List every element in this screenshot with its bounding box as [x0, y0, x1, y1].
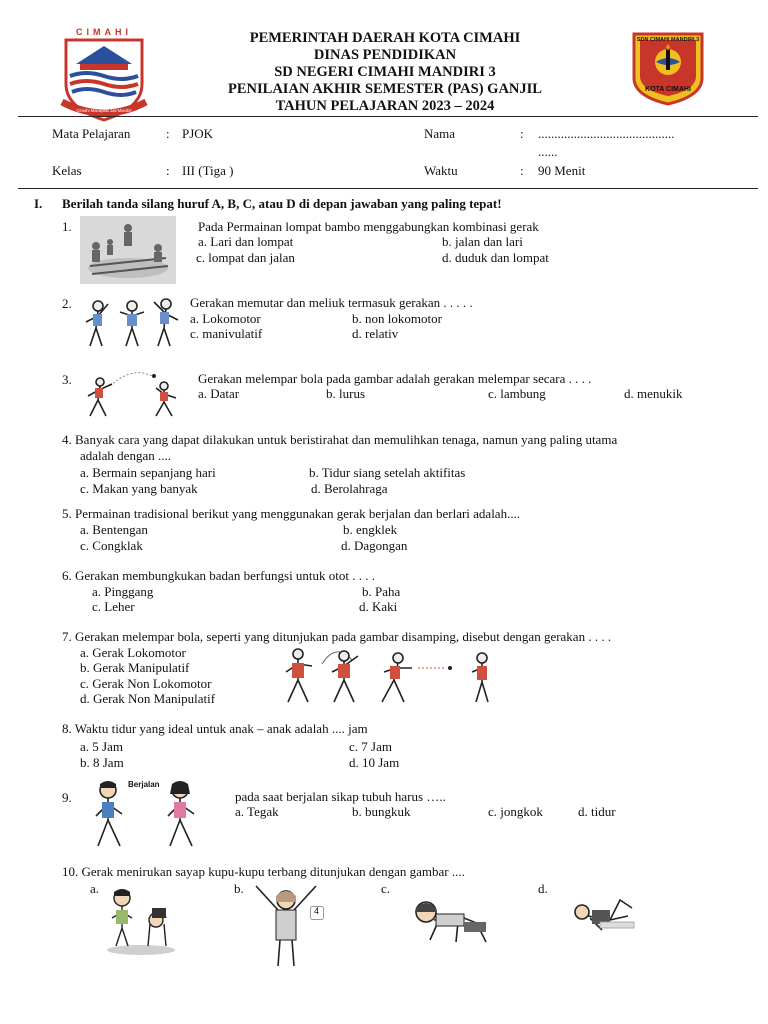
q4-text-continued: adalah dengan .... — [80, 448, 171, 463]
q9-number: 9. — [62, 790, 72, 805]
q9-text: pada saat berjalan sikap tubuh harus ….. — [235, 789, 446, 804]
header-line-school: SD NEGERI CIMAHI MANDIRI 3 — [274, 64, 496, 80]
q8-text: 8. Waktu tidur yang ideal untuk anak – anak adalah .... jam — [62, 721, 368, 736]
q7-option-a[interactable]: a. Gerak Lokomotor — [80, 645, 186, 660]
q10-option-b[interactable]: b. — [234, 881, 244, 896]
q5-option-b[interactable]: b. engklek — [343, 522, 398, 537]
time-value: 90 Menit — [538, 163, 586, 178]
option-b-arms-up-illustration — [248, 880, 328, 968]
q8-option-d[interactable]: d. 10 Jam — [349, 755, 400, 770]
q9-option-d[interactable]: d. tidur — [578, 804, 616, 819]
info-divider — [18, 188, 758, 189]
q6-option-b[interactable]: b. Paha — [362, 584, 401, 599]
q10-text: 10. Gerak menirukan sayap kupu-kupu terbang ditunjukan dengan gambar .... — [62, 864, 465, 879]
svg-text:Cimahi Manapaki Jati Mandiri: Cimahi Manapaki Jati Mandiri — [76, 108, 132, 113]
walking-caption: Berjalan — [128, 780, 160, 789]
subject-colon: : — [166, 126, 170, 141]
q5-text: 5. Permainan tradisional berikut yang menggunakan gerak berjalan dan berlari adalah.... — [62, 506, 521, 521]
q2-option-c[interactable]: c. manivulatif — [190, 326, 263, 341]
q7-text: 7. Gerakan melempar bola, seperti yang ditunjukan pada gambar disamping, disebut dengan gerakan . . . . — [62, 629, 612, 644]
q6-text: 6. Gerakan membungkukan badan berfungsi untuk otot . . . . — [62, 568, 376, 583]
bamboo-jump-illustration — [80, 216, 176, 284]
q4-option-d[interactable]: d. Berolahraga — [311, 481, 388, 496]
q2-text: Gerakan memutar dan meliuk termasuk gerakan . . . . . — [190, 295, 473, 310]
q1-option-a[interactable]: a. Lari dan lompat — [198, 234, 294, 249]
q8-option-a[interactable]: a. 5 Jam — [80, 739, 123, 754]
q7-option-b[interactable]: b. Gerak Manipulatif — [80, 660, 190, 675]
option-c-crawling-illustration — [408, 896, 492, 950]
q10-option-a[interactable]: a. — [90, 881, 100, 896]
name-field[interactable]: .......................................... — [538, 126, 675, 141]
header-line-government: PEMERINTAH DAERAH KOTA CIMAHI — [249, 30, 521, 46]
q2-number: 2. — [62, 296, 72, 311]
cimahi-emblem-logo — [56, 24, 152, 124]
letterhead-title — [150, 30, 620, 115]
q1-option-c[interactable]: c. lompat dan jalan — [196, 250, 295, 265]
q3-text: Gerakan melempar bola pada gambar adalah gerakan melempar secara . . . . — [198, 371, 592, 386]
q8-option-c[interactable]: c. 7 Jam — [349, 739, 392, 754]
q5-option-d[interactable]: d. Dagongan — [341, 538, 408, 553]
school-emblem-logo — [626, 28, 710, 106]
q9-option-a[interactable]: a. Tegak — [235, 804, 279, 819]
q2-option-a[interactable]: a. Lokomotor — [190, 311, 261, 326]
q4-option-b[interactable]: b. Tidur siang setelah aktifitas — [309, 465, 466, 480]
q9-option-b[interactable]: b. bungkuk — [352, 804, 411, 819]
step-badge-number: 4 — [314, 906, 320, 916]
q5-option-a[interactable]: a. Bentengan — [80, 522, 148, 537]
q2-option-b[interactable]: b. non lokomotor — [352, 311, 442, 326]
q1-option-d[interactable]: d. duduk dan lompat — [442, 250, 549, 265]
name-label: Nama — [424, 126, 456, 141]
svg-text:KOTA CIMAHI: KOTA CIMAHI — [645, 86, 691, 93]
option-d-lying-legs-up-illustration — [570, 890, 648, 940]
class-colon: : — [166, 163, 170, 178]
class-value: III (Tiga ) — [182, 163, 234, 178]
time-colon: : — [520, 163, 524, 178]
q4-text: 4. Banyak cara yang dapat dilakukan untuk beristirahat dan memulihkan tenaga, namun yang paling utama — [62, 432, 618, 447]
q10-option-d[interactable]: d. — [538, 881, 548, 896]
section-instruction: Berilah tanda silang huruf A, B, C, atau D di depan jawaban yang paling tepat! — [62, 196, 502, 211]
q2-option-d[interactable]: d. relativ — [352, 326, 399, 341]
throwing-sequence-illustration — [278, 646, 494, 706]
header-line-year: TAHUN PELAJARAN 2023 – 2024 — [275, 98, 495, 114]
q3-option-b[interactable]: b. lurus — [326, 386, 365, 401]
q3-number: 3. — [62, 372, 72, 387]
option-a-bending-kids-illustration — [104, 884, 178, 958]
q3-option-c[interactable]: c. lambung — [488, 386, 546, 401]
subject-value: PJOK — [182, 126, 214, 141]
q6-option-a[interactable]: a. Pinggang — [92, 584, 154, 599]
section-number: I. — [34, 196, 43, 211]
q7-option-d[interactable]: d. Gerak Non Manipulatif — [80, 691, 216, 706]
q5-option-c[interactable]: c. Congklak — [80, 538, 143, 553]
q1-number: 1. — [62, 219, 72, 234]
q1-text: Pada Permainan lompat bambo menggabungkan kombinasi gerak — [198, 219, 539, 234]
header-divider — [18, 116, 758, 117]
q7-option-c[interactable]: c. Gerak Non Lokomotor — [80, 676, 212, 691]
q9-option-c[interactable]: c. jongkok — [488, 804, 543, 819]
name-field-continued[interactable]: ...... — [538, 144, 558, 159]
time-label: Waktu — [424, 163, 458, 178]
q8-option-b[interactable]: b. 8 Jam — [80, 755, 124, 770]
svg-text:CIMAHI: CIMAHI — [76, 27, 132, 37]
subject-label: Mata Pelajaran — [52, 126, 131, 141]
q1-option-b[interactable]: b. jalan dan lari — [442, 234, 523, 249]
walking-children-illustration — [80, 776, 212, 852]
q3-option-a[interactable]: a. Datar — [198, 386, 240, 401]
q10-option-c[interactable]: c. — [381, 881, 391, 896]
header-line-exam: PENILAIAN AKHIR SEMESTER (PAS) GANJIL — [228, 81, 542, 97]
ball-throw-illustration — [80, 368, 184, 420]
q3-option-d[interactable]: d. menukik — [624, 386, 683, 401]
q6-option-c[interactable]: c. Leher — [92, 599, 135, 614]
q4-option-c[interactable]: c. Makan yang banyak — [80, 481, 198, 496]
q4-option-a[interactable]: a. Bermain sepanjang hari — [80, 465, 216, 480]
name-colon: : — [520, 126, 524, 141]
class-label: Kelas — [52, 163, 82, 178]
twisting-exercise-illustration — [80, 292, 184, 352]
q6-option-d[interactable]: d. Kaki — [359, 599, 398, 614]
svg-text:SDN CIMAHI MANDIRI 3: SDN CIMAHI MANDIRI 3 — [636, 37, 700, 43]
header-line-department: DINAS PENDIDIKAN — [313, 47, 457, 63]
